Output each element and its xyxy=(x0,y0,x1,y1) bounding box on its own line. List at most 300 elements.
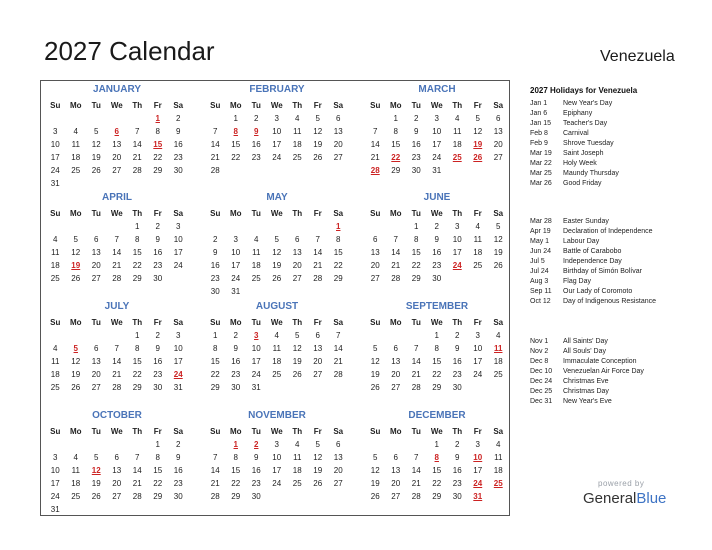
day-cell: 7 xyxy=(336,331,341,340)
day-cell: 29 xyxy=(432,383,442,392)
day-cell: 26 xyxy=(313,153,323,162)
holiday-day: 19 xyxy=(473,140,483,149)
day-cell: 31 xyxy=(173,383,183,392)
holiday-name: Maundy Thursday xyxy=(563,170,619,177)
holiday-name: All Saints' Day xyxy=(563,338,608,345)
day-cell: 20 xyxy=(333,466,343,475)
weekday-header: Su xyxy=(370,101,381,110)
calendar-grid xyxy=(40,80,510,516)
day-cell: 29 xyxy=(432,492,442,501)
day-cell: 18 xyxy=(50,370,60,379)
day-cell: 7 xyxy=(213,127,218,136)
day-cell: 7 xyxy=(414,453,419,462)
day-cell: 29 xyxy=(153,492,163,501)
powered-by-text: powered by xyxy=(598,479,645,488)
holiday-row xyxy=(530,257,710,267)
holiday-name: Independence Day xyxy=(563,258,622,265)
holiday-row xyxy=(530,347,710,357)
weekday-header: Mo xyxy=(389,318,402,327)
weekday-header: Mo xyxy=(229,209,242,218)
day-cell: 5 xyxy=(94,127,99,136)
day-cell: 25 xyxy=(50,274,60,283)
day-cell: 15 xyxy=(231,140,241,149)
day-cell: 13 xyxy=(493,127,503,136)
holiday-date: Mar 22 xyxy=(530,160,552,167)
day-cell: 3 xyxy=(274,440,279,449)
day-cell: 1 xyxy=(434,440,439,449)
day-cell: 30 xyxy=(432,274,442,283)
holiday-day: 12 xyxy=(91,466,101,475)
day-cell: 24 xyxy=(272,153,282,162)
empty-cell xyxy=(86,329,107,342)
holiday-name: New Year's Day xyxy=(563,100,613,107)
day-cell: 25 xyxy=(71,166,81,175)
day-cell: 22 xyxy=(432,370,442,379)
day-cell: 2 xyxy=(155,222,160,231)
day-cell: 22 xyxy=(153,153,163,162)
empty-cell xyxy=(365,220,386,233)
day-cell: 12 xyxy=(493,235,503,244)
day-cell: 10 xyxy=(173,235,183,244)
holiday-date: Dec 25 xyxy=(530,388,553,395)
day-cell: 6 xyxy=(94,344,99,353)
empty-cell xyxy=(386,438,407,451)
day-cell: 23 xyxy=(432,261,442,270)
day-cell: 10 xyxy=(50,140,60,149)
month-days-grid xyxy=(365,316,509,394)
weekday-header: Th xyxy=(452,427,463,436)
day-cell: 9 xyxy=(176,127,181,136)
day-cell: 6 xyxy=(496,114,501,123)
weekday-header: We xyxy=(270,427,283,436)
holiday-name: Holy Week xyxy=(563,160,597,167)
weekday-header: Th xyxy=(132,427,143,436)
day-cell: 6 xyxy=(336,114,341,123)
month-days-grid xyxy=(45,99,189,190)
holiday-name: Declaration of Independence xyxy=(563,228,653,235)
day-cell: 30 xyxy=(153,274,163,283)
day-cell: 20 xyxy=(112,479,122,488)
day-cell: 19 xyxy=(370,370,380,379)
weekday-header: Th xyxy=(452,101,463,110)
day-cell: 1 xyxy=(135,331,140,340)
empty-cell xyxy=(107,438,128,451)
empty-cell xyxy=(287,220,308,233)
holiday-date: Dec 10 xyxy=(530,368,553,375)
holiday-name: Flag Day xyxy=(563,278,592,285)
month-name: AUGUST xyxy=(255,301,299,312)
brand-logo[interactable] xyxy=(583,490,666,507)
holiday-row xyxy=(530,247,710,257)
day-cell: 5 xyxy=(496,222,501,231)
day-cell: 3 xyxy=(176,222,181,231)
holiday-name: New Year's Eve xyxy=(563,398,612,405)
day-cell: 18 xyxy=(71,479,81,488)
day-cell: 24 xyxy=(50,166,60,175)
day-cell: 6 xyxy=(393,344,398,353)
day-cell: 15 xyxy=(132,357,142,366)
day-cell: 4 xyxy=(73,127,78,136)
day-cell: 17 xyxy=(50,479,60,488)
day-cell: 6 xyxy=(114,453,119,462)
month-name: JUNE xyxy=(423,192,451,203)
day-cell: 5 xyxy=(315,114,320,123)
weekday-header: Mo xyxy=(229,101,242,110)
holiday-row xyxy=(530,267,710,277)
day-cell: 14 xyxy=(210,140,220,149)
day-cell: 11 xyxy=(293,453,302,462)
day-cell: 25 xyxy=(71,492,81,501)
day-cell: 11 xyxy=(252,248,261,257)
day-cell: 26 xyxy=(292,370,302,379)
day-cell: 6 xyxy=(94,235,99,244)
holiday-row xyxy=(530,139,710,149)
day-cell: 31 xyxy=(50,505,60,514)
weekday-header: Fr xyxy=(473,427,482,436)
holiday-row xyxy=(530,277,710,287)
holiday-day: 15 xyxy=(153,140,163,149)
holiday-row xyxy=(530,227,710,237)
country-label: Venezuela xyxy=(600,48,675,65)
day-cell: 13 xyxy=(292,248,302,257)
day-cell: 8 xyxy=(135,344,140,353)
day-cell: 27 xyxy=(333,153,343,162)
weekday-header: Th xyxy=(292,318,303,327)
day-cell: 16 xyxy=(231,357,241,366)
day-cell: 20 xyxy=(493,140,503,149)
brand-blue: Blue xyxy=(636,490,667,507)
holiday-date: Dec 31 xyxy=(530,398,553,405)
holiday-day: 11 xyxy=(494,344,503,353)
day-cell: 18 xyxy=(292,140,302,149)
day-cell: 21 xyxy=(333,357,343,366)
day-cell: 2 xyxy=(455,331,460,340)
weekday-header: Th xyxy=(132,318,143,327)
day-cell: 27 xyxy=(333,479,343,488)
empty-cell xyxy=(86,112,107,125)
day-cell: 5 xyxy=(94,453,99,462)
day-cell: 5 xyxy=(295,331,300,340)
day-cell: 25 xyxy=(292,479,302,488)
day-cell: 23 xyxy=(411,153,421,162)
holiday-name: All Souls' Day xyxy=(563,348,606,355)
empty-cell xyxy=(365,112,386,125)
day-cell: 3 xyxy=(434,114,439,123)
day-cell: 17 xyxy=(473,466,483,475)
weekday-header: Sa xyxy=(173,427,184,436)
day-cell: 23 xyxy=(452,370,462,379)
day-cell: 15 xyxy=(231,466,241,475)
day-cell: 11 xyxy=(494,453,503,462)
day-cell: 10 xyxy=(272,453,282,462)
holiday-name: Immaculate Conception xyxy=(563,358,637,365)
holiday-day: 31 xyxy=(473,492,483,501)
holiday-name: Battle of Carabobo xyxy=(563,248,622,255)
day-cell: 20 xyxy=(313,357,323,366)
day-cell: 5 xyxy=(73,235,78,244)
holiday-name: Shrove Tuesday xyxy=(563,140,614,147)
day-cell: 17 xyxy=(50,153,60,162)
day-cell: 22 xyxy=(432,479,442,488)
day-cell: 9 xyxy=(233,344,238,353)
weekday-header: We xyxy=(430,427,443,436)
day-cell: 24 xyxy=(173,261,183,270)
empty-cell xyxy=(86,438,107,451)
day-cell: 15 xyxy=(391,140,401,149)
month-september xyxy=(365,300,509,394)
day-cell: 16 xyxy=(153,357,163,366)
day-cell: 21 xyxy=(112,261,122,270)
day-cell: 16 xyxy=(210,261,220,270)
holiday-day: 8 xyxy=(434,453,439,462)
day-cell: 28 xyxy=(112,274,122,283)
month-march xyxy=(365,83,509,177)
weekday-header: Mo xyxy=(229,318,242,327)
empty-cell xyxy=(66,220,87,233)
day-cell: 28 xyxy=(313,274,323,283)
day-cell: 30 xyxy=(173,166,183,175)
day-cell: 16 xyxy=(411,140,421,149)
day-cell: 17 xyxy=(452,248,462,257)
weekday-header: We xyxy=(110,209,123,218)
empty-cell xyxy=(267,220,288,233)
day-cell: 24 xyxy=(50,492,60,501)
holiday-day: 5 xyxy=(73,344,78,353)
day-cell: 13 xyxy=(112,140,122,149)
day-cell: 21 xyxy=(210,153,220,162)
day-cell: 3 xyxy=(274,114,279,123)
day-cell: 26 xyxy=(91,492,101,501)
month-name: JULY xyxy=(104,301,130,312)
day-cell: 14 xyxy=(132,466,142,475)
month-name: DECEMBER xyxy=(408,410,466,421)
day-cell: 3 xyxy=(53,127,58,136)
day-cell: 30 xyxy=(173,492,183,501)
month-november xyxy=(205,409,349,503)
day-cell: 1 xyxy=(393,114,398,123)
day-cell: 28 xyxy=(411,383,421,392)
day-cell: 3 xyxy=(176,331,181,340)
day-cell: 2 xyxy=(414,114,419,123)
holiday-date: Jul 24 xyxy=(530,268,549,275)
day-cell: 16 xyxy=(452,466,462,475)
day-cell: 12 xyxy=(71,357,81,366)
day-cell: 17 xyxy=(473,357,483,366)
day-cell: 26 xyxy=(71,383,81,392)
holiday-name: Easter Sunday xyxy=(563,218,609,225)
holiday-name: Good Friday xyxy=(563,180,602,187)
weekday-header: We xyxy=(270,101,283,110)
month-days-grid xyxy=(205,316,349,394)
day-cell: 17 xyxy=(272,140,282,149)
day-cell: 18 xyxy=(272,357,282,366)
holiday-row xyxy=(530,297,710,307)
page-title: 2027 Calendar xyxy=(44,36,215,66)
day-cell: 14 xyxy=(132,140,142,149)
day-cell: 29 xyxy=(411,274,421,283)
day-cell: 3 xyxy=(233,235,238,244)
holiday-day: 1 xyxy=(336,222,341,231)
weekday-header: We xyxy=(110,318,123,327)
weekday-header: Tu xyxy=(251,318,261,327)
day-cell: 14 xyxy=(370,140,380,149)
day-cell: 26 xyxy=(370,383,380,392)
day-cell: 2 xyxy=(155,331,160,340)
day-cell: 15 xyxy=(132,248,142,257)
weekday-header: Mo xyxy=(69,101,82,110)
day-cell: 21 xyxy=(391,261,401,270)
day-cell: 19 xyxy=(313,140,323,149)
day-cell: 13 xyxy=(313,344,323,353)
day-cell: 3 xyxy=(475,440,480,449)
day-cell: 25 xyxy=(292,153,302,162)
day-cell: 4 xyxy=(295,114,300,123)
day-cell: 22 xyxy=(231,153,241,162)
holiday-day: 24 xyxy=(452,261,462,270)
day-cell: 14 xyxy=(210,466,220,475)
day-cell: 9 xyxy=(155,344,160,353)
day-cell: 31 xyxy=(231,287,241,296)
day-cell: 4 xyxy=(496,440,501,449)
weekday-header: Tu xyxy=(411,318,421,327)
empty-cell xyxy=(365,438,386,451)
holiday-row xyxy=(530,287,710,297)
holiday-date: Jun 24 xyxy=(530,248,552,255)
holiday-name: Day of Indigenous Resistance xyxy=(563,298,656,305)
weekday-header: Su xyxy=(210,318,221,327)
weekday-header: Tu xyxy=(91,209,101,218)
day-cell: 1 xyxy=(213,331,218,340)
day-cell: 28 xyxy=(112,383,122,392)
day-cell: 18 xyxy=(71,153,81,162)
empty-cell xyxy=(45,329,66,342)
day-cell: 22 xyxy=(132,261,142,270)
day-cell: 11 xyxy=(71,466,80,475)
day-cell: 8 xyxy=(155,453,160,462)
day-cell: 3 xyxy=(455,222,460,231)
day-cell: 27 xyxy=(313,370,323,379)
day-cell: 6 xyxy=(373,235,378,244)
day-cell: 7 xyxy=(315,235,320,244)
day-cell: 18 xyxy=(292,466,302,475)
holiday-row xyxy=(530,377,710,387)
day-cell: 3 xyxy=(53,453,58,462)
day-cell: 10 xyxy=(50,466,60,475)
day-cell: 15 xyxy=(153,466,163,475)
day-cell: 27 xyxy=(112,166,122,175)
weekday-header: We xyxy=(270,318,283,327)
weekday-header: Fr xyxy=(313,427,322,436)
weekday-header: Mo xyxy=(69,209,82,218)
day-cell: 27 xyxy=(91,383,101,392)
day-cell: 23 xyxy=(452,479,462,488)
weekday-header: Mo xyxy=(389,101,402,110)
day-cell: 13 xyxy=(91,248,101,257)
empty-cell xyxy=(365,329,386,342)
weekday-header: Sa xyxy=(333,427,344,436)
day-cell: 30 xyxy=(411,166,421,175)
holiday-day: 24 xyxy=(173,370,183,379)
weekday-header: We xyxy=(430,318,443,327)
holiday-name: Our Lady of Coromoto xyxy=(563,288,633,295)
holiday-name: Saint Joseph xyxy=(563,150,604,157)
weekday-header: Mo xyxy=(69,427,82,436)
month-april xyxy=(45,191,189,285)
day-cell: 8 xyxy=(213,344,218,353)
weekday-header: Fr xyxy=(313,209,322,218)
empty-cell xyxy=(66,329,87,342)
empty-cell xyxy=(386,220,407,233)
empty-cell xyxy=(107,112,128,125)
weekday-header: Fr xyxy=(153,318,162,327)
day-cell: 2 xyxy=(434,222,439,231)
day-cell: 9 xyxy=(434,235,439,244)
day-cell: 3 xyxy=(475,331,480,340)
day-cell: 14 xyxy=(411,466,421,475)
day-cell: 21 xyxy=(411,370,421,379)
holiday-date: Feb 8 xyxy=(530,130,548,137)
day-cell: 23 xyxy=(153,370,163,379)
weekday-header: Th xyxy=(132,209,143,218)
weekday-header: Th xyxy=(452,318,463,327)
day-cell: 21 xyxy=(132,479,142,488)
day-cell: 18 xyxy=(251,261,261,270)
day-cell: 10 xyxy=(231,248,241,257)
holiday-day: 10 xyxy=(473,453,483,462)
day-cell: 27 xyxy=(493,153,503,162)
holiday-row xyxy=(530,169,710,179)
day-cell: 13 xyxy=(333,453,343,462)
weekday-header: Th xyxy=(292,209,303,218)
empty-cell xyxy=(308,220,329,233)
weekday-header: Sa xyxy=(173,101,184,110)
day-cell: 30 xyxy=(452,383,462,392)
day-cell: 4 xyxy=(496,331,501,340)
day-cell: 18 xyxy=(493,466,503,475)
day-cell: 15 xyxy=(411,248,421,257)
month-february xyxy=(205,83,349,177)
day-cell: 24 xyxy=(473,370,483,379)
day-cell: 7 xyxy=(135,127,140,136)
day-cell: 27 xyxy=(91,274,101,283)
weekday-header: Mo xyxy=(389,427,402,436)
day-cell: 10 xyxy=(473,344,483,353)
holiday-day: 8 xyxy=(233,127,238,136)
holiday-list-q2 xyxy=(530,217,710,307)
holiday-day: 22 xyxy=(391,153,401,162)
empty-cell xyxy=(66,438,87,451)
holiday-row xyxy=(530,367,710,377)
day-cell: 26 xyxy=(313,479,323,488)
day-cell: 29 xyxy=(391,166,401,175)
holiday-date: Jul 5 xyxy=(530,258,545,265)
day-cell: 18 xyxy=(50,261,60,270)
month-days-grid xyxy=(365,207,509,285)
weekday-header: Su xyxy=(50,318,61,327)
weekday-header: Su xyxy=(210,209,221,218)
day-cell: 14 xyxy=(333,344,343,353)
day-cell: 28 xyxy=(132,492,142,501)
day-cell: 8 xyxy=(233,453,238,462)
day-cell: 27 xyxy=(391,383,401,392)
day-cell: 27 xyxy=(292,274,302,283)
day-cell: 4 xyxy=(295,440,300,449)
weekday-header: Tu xyxy=(91,318,101,327)
day-cell: 29 xyxy=(132,383,142,392)
day-cell: 23 xyxy=(251,479,261,488)
day-cell: 20 xyxy=(391,479,401,488)
weekday-header: Sa xyxy=(493,101,504,110)
